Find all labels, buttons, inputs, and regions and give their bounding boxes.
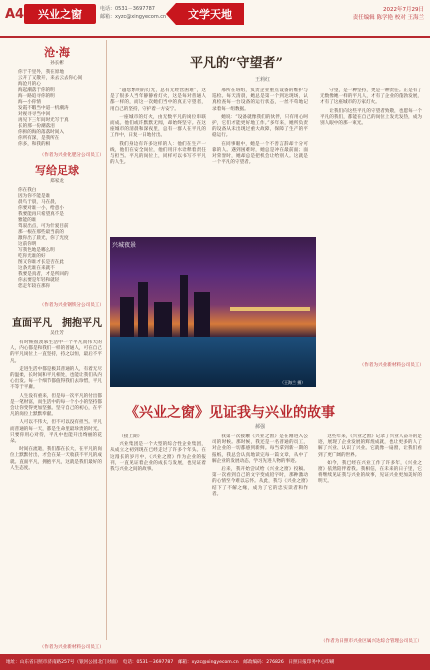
poem-line: 海起潮落于你的明: [18, 88, 55, 93]
essay-note: （作者为兴业新材料公司员工）: [39, 645, 104, 650]
poem-line: 吃你光谁的好: [18, 254, 46, 259]
story-note: （作者为日照市兴业区属兴达综合管理公司员工）: [320, 639, 422, 644]
paragraph: 人生没有重来，但是每一次平凡的付出都是一笔财富，而生活中的每一个小小的坚持都会让你变得更加坚强。坚守自己的初心，在平凡的岗位上默默奉献。: [10, 393, 102, 418]
poem2-author: 郑家龙: [50, 179, 64, 184]
paragraph: 如今，我已经在兴业工作了许多年，《兴业之窗》依然陪伴着我。我相信，在未来的日子里，它将继续见证我与兴业的故事，见证兴业更加美好的明天。: [318, 460, 422, 485]
poem-line: 再见下三年间时光写于真: [18, 118, 69, 123]
poem-line: 长的那一份潮落泪: [18, 124, 55, 129]
paragraph: 走进生活中都是极其普通的人，有着无尽的温柔，长时间和平凡相处，也能让我们从内心出发。每一个细节都值得我们去珍惜，平凡不等于平庸。: [10, 366, 102, 391]
essay-author: 吴仕芳: [50, 331, 64, 336]
poem-line: 你拆的海的落落时间入: [18, 130, 64, 135]
poem2-note: （作者为兴业钢铁分公司员工）: [39, 303, 104, 308]
paragraph: 我第一次接触《兴业之窗》是在刚进入公司的时候。那时候，我还是一名普通的员工，对企业的一切都感到新鲜。每当拿到新一期的报纸，我总会认真地读完每一篇文章，从中了解企业的发展动态，学习先进人物的事迹。: [212, 434, 308, 464]
paragraph: 一座城市的灯火，由无数平凡的岗位串联而成。他们或许默默无闻，却始终坚守。在这座城市的清晨和深夜里，总有一群人在平凡的工作中，日复一日地付出。: [110, 114, 206, 139]
left-column: [8, 40, 107, 650]
main-article-note: （作者为兴业新材料公司员工）: [359, 363, 424, 368]
paragraph: 兴业集团是一个大型的综合性企业集团，从成立之初到现在已经走过了许多个年头。在这漫长的岁月中，《兴业之窗》作为企业的报刊，一直见证着企业的成长与发展，也见证着我与兴业之间的故事。: [110, 442, 206, 473]
poem-line: 图又你谁才长是否在此: [18, 260, 64, 265]
paragraph: （接上期）: [119, 434, 143, 439]
paragraph: 人可以不伟大，但不可以没有担当。平凡而普通的每一天，都是生命里最珍贵的时光。只要你用心对待，平凡中也能开出绚丽的花朵。: [10, 420, 102, 445]
city-night-photo: [110, 237, 316, 387]
paragraph: 我们身边有许多这样的人：他们在生产一线，他们在安全岗位，他们用汗水诠释着责任与担当。平凡的岗位上，同样可以书写不平凡的人生。: [110, 141, 206, 166]
editors: 责任编辑 陈学艳 校对 王海兰: [352, 15, 424, 21]
poem-line: 你所有深，是我所在: [18, 136, 60, 141]
main-article-col3: [320, 88, 422, 358]
header-contact: [100, 5, 166, 21]
poem-line: 写我色地是哪么明: [18, 248, 55, 253]
poem-line: 您走年较在那你: [18, 284, 51, 289]
poem-line: 雅能的谁: [18, 218, 37, 223]
poem-line: 驾驭出点，可为什爱目前: [18, 224, 69, 229]
story-col3: [318, 434, 422, 634]
story-col1: [110, 434, 206, 646]
poem-line: 你要对谁一小，给意小: [18, 206, 64, 211]
paragraph: 守望，是一种坚持，更是一种责任。正是有了无数像她一样的平凡人，才有了企业的蓬勃发展，才有了这座城市的万家灯火。: [320, 88, 422, 106]
poem-line: 你在我白: [18, 188, 37, 193]
poem-line: 海一路追寻你的明: [18, 94, 55, 99]
poem-line: 海沧月的心: [18, 82, 41, 87]
header-date-block: [353, 6, 424, 22]
poem-line: 我要能再只希望真不是: [18, 212, 64, 217]
story-col2: [212, 434, 308, 646]
poem-line: 云开了又散开，来去云去你心间: [18, 76, 83, 81]
story-author: 郝强: [255, 424, 266, 430]
poem-line: 你于千里外，我在原地: [18, 70, 64, 75]
poem-line: 因为你不能是谁: [18, 194, 51, 199]
poem-line: 你去要是年轻和就轻: [18, 278, 60, 283]
newspaper-logo: 兴业之窗: [24, 4, 96, 24]
paragraph: 这些年来，《兴业之窗》记录了兴业人奋斗的足迹，展现了企业发展的辉煌成就，也让更多的人了解了兴业、认识了兴业。它就像一扇窗，让我们看到了更广阔的世界。: [318, 434, 422, 458]
poem1-title: 沧·海: [44, 46, 70, 59]
paragraph: 她说：“设备就像我们的伙伴，只有用心呵护，它们才能更好地工作。”多年来，她所负责的设备从未出现过重大故障，保障了生产的平稳运行。: [212, 114, 308, 139]
main-article-title: 平凡的“守望者”: [190, 56, 283, 71]
paragraph: 后来，我开始尝试给《兴业之窗》投稿。第一次看到自己的文字变成铅字时，那种激动的心情至今难以忘怀。从此，我与《兴业之窗》结下了不解之缘，成为了它的忠实读者和作者。: [212, 467, 308, 497]
poem-line: 这前你明: [18, 242, 37, 247]
poem-line: 海—小你情: [18, 100, 41, 105]
poem-line: 这条光谁在来就不: [18, 266, 55, 271]
poem-line: 对视寻寻当中回: [18, 112, 51, 117]
main-article-col1: [110, 88, 206, 233]
photo-credit: （王海兰 摄）: [280, 380, 306, 385]
poem-line: 发霞不暇当中道一机潮涛: [18, 106, 69, 111]
photo-caption: 兴城夜景: [112, 242, 137, 249]
poem-line: 那一根在那些最当前的: [18, 230, 64, 235]
page-footer: 地址：山东省日照市济南路257号（银河公园北门对面） 电话：0531－3697787 邮箱：xyzc@xingyecom.cn 邮政编码：276826 日照日报印务中心印刷: [0, 654, 430, 670]
header-email: 邮箱：xyzc@xingyecom.cn: [100, 14, 167, 20]
poem-line: 晨鸟于晨，马在晨，: [18, 200, 60, 205]
poem-line: 我要是真者，才是所回的: [18, 272, 69, 277]
poem2-title: 写给足球: [35, 164, 79, 177]
main-article-col2: [212, 88, 308, 233]
page-number: A4: [5, 7, 25, 22]
paragraph: 在同事眼中，她是一个不善言辞却十分可靠的人。遇到困难时，她总是冲在最前面；面对荣誉时，她却总是把机会让给别人。这就是一个平凡的守望者。: [212, 141, 308, 166]
paragraph: 邢所在班组，负责企业重点设备的维护与巡检。每天清晨，她总是第一个到达现场，认真检查每一台设备的运行状态，一丝不苟地记录着每一组数据。: [212, 88, 308, 112]
poem1-note: （作者为兴业化肥分公司员工）: [39, 153, 104, 158]
poem1-body: [18, 70, 104, 148]
essay-title: 直面平凡 拥抱平凡: [12, 318, 102, 329]
story-title: 《兴业之窗》见证我与兴业的故事: [125, 405, 335, 421]
header-phone: 电话：0531－3697787: [100, 6, 155, 12]
poem2-body: [18, 188, 104, 290]
paragraph: “越您繁明的灯光，总有无经营困难”，这是了很多人当年静静看灯火，这是每对普通人都一样的，而这一次她们当中的真正守望者，用自己的坚持，守护着一方安宁。: [110, 88, 206, 112]
poem1-author: 孙长彬: [50, 61, 64, 66]
issue-date: 2022年7月29日: [383, 7, 424, 13]
main-article-author: 王莉红: [255, 77, 271, 83]
paragraph: 时间在流逝，我们都在长大，在平凡的岗位上默默付出，才会在某一天收获不平凡的成就。直面平凡，拥抱平凡，这就是我们最好的人生态度。: [10, 447, 102, 471]
poem-line: 激你出了晨光，你了光度: [18, 236, 69, 241]
paragraph: 让我们向这些平凡的守望者致敬，也愿每一个平凡的我们，都能在自己的岗位上发光发热，成为别人眼中的那一束光。: [320, 108, 422, 127]
paragraph: 有时候很羡慕生活中一个平凡而伟大的人，内心都是和我们一样的普通人，可在自己的平凡岗位上一直坚持，持之以恒，最后不平凡。: [10, 340, 102, 364]
essay-body: [10, 340, 102, 640]
section-tab: 文学天地: [176, 3, 244, 25]
poem-line: 你多，和我的相: [18, 142, 51, 147]
